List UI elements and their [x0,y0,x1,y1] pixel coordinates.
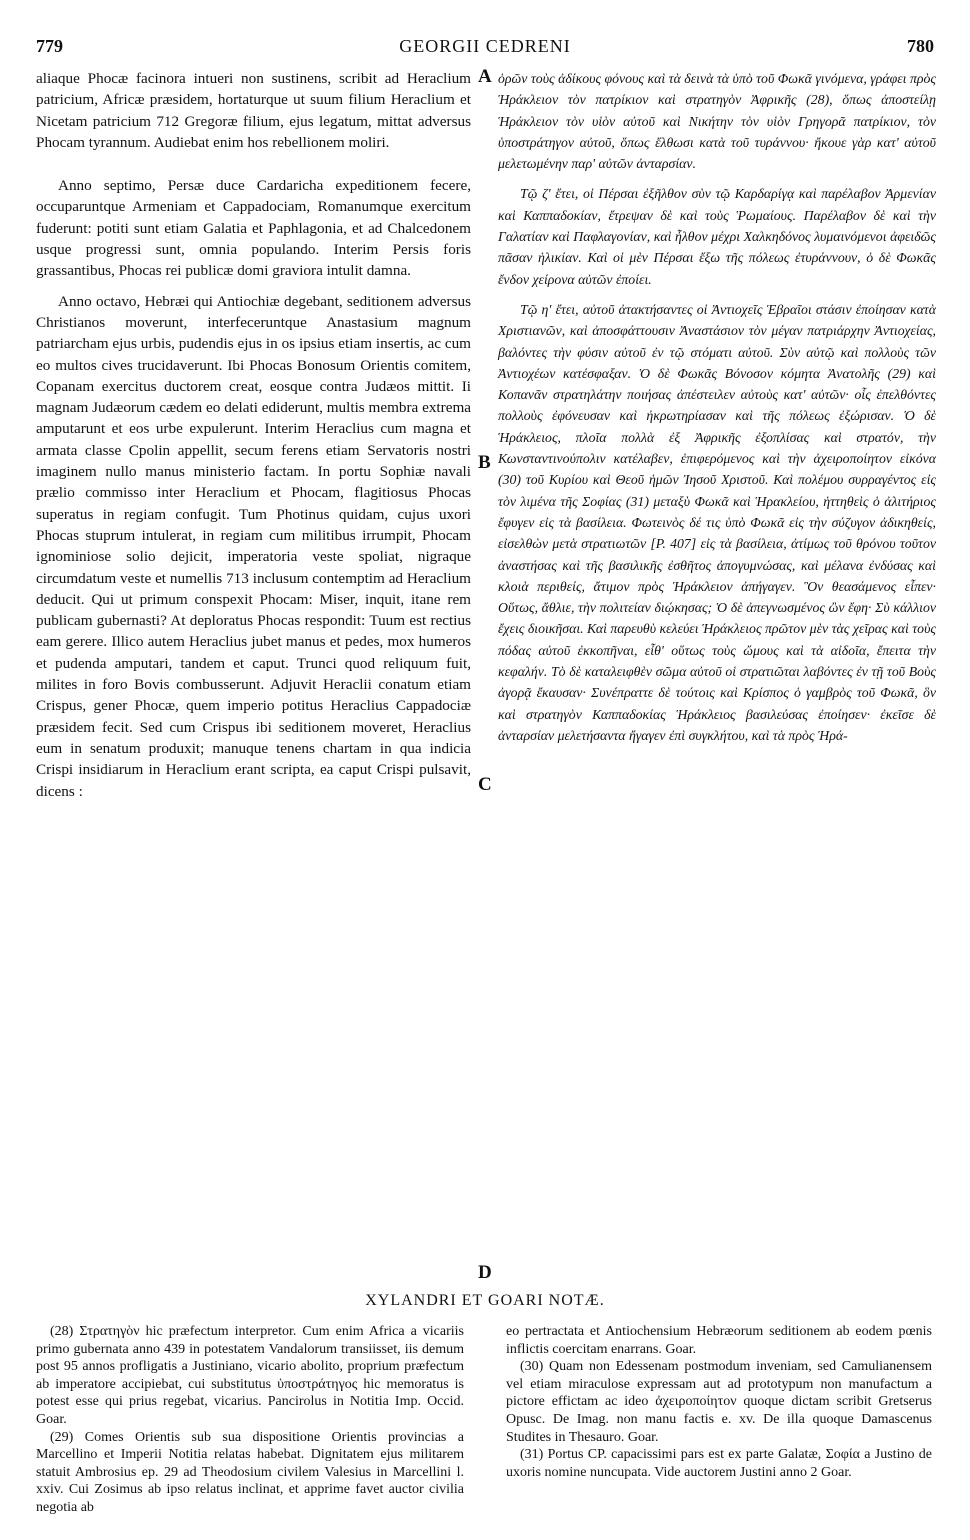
latin-paragraph: Anno septimo, Persæ duce Cardaricha expeditionem fecere, occuparuntque Armeniam et Cappadociam, Romanumque exercitum fuderunt: potiti sunt etiam Galatia et Paphlagonia, et ad Chalcedonem usque progressi sunt, omnia populando. Interim Persis foris grassantibus, Phocas rei publicæ domi graviora intulit damna. [36,177,471,280]
greek-column [498,68,936,746]
greek-paragraph: Τῷ ζ' ἔτει, οἱ Πέρσαι ἐξῆλθον σὺν τῷ Καρδαρίγᾳ καὶ παρέλαβον Ἀρμενίαν καὶ Καππαδοκίαν, ἔτρεψαν δὲ καὶ τοὺς Ῥωμαίους. Παρέλαβον δὲ καὶ τὴν Γαλατίαν καὶ Παφλαγονίαν, καὶ ἦλθον μέχρι Χαλκηδόνος λυμαινόμενοι ἀφειδῶς πᾶσαν ἡλικίαν. Καὶ οἱ μὲν Πέρσαι ἔξω τῆς πόλεως ἐτυράννουν, ὁ δὲ Φωκᾶς ἔνδον χείρονα αὐτῶν ἐποίει. [498,186,936,287]
greek-paragraph: ὁρῶν τοὺς ἀδίκους φόνους καὶ τὰ δεινὰ τὰ ὑπὸ τοῦ Φωκᾶ γινόμενα, γράφει πρὸς Ἡράκλειον τὸν πατρίκιον καὶ στρατηγὸν Ἀφρικῆς (28), ὅπως ἀποστείλῃ Ἡράκλειον τὸν υἱὸν αὐτοῦ καὶ Νικήτην τὸν υἱὸν Γρηγορᾶ πατρίκιον, τὸν ὑποστράτηγον αὐτοῦ, ὅπως ἔλθωσι κατὰ τοῦ τυράννου· ἤκουε γὰρ κατ' αὐτοῦ μελετωμένην παρ' αὐτῶν ἀνταρσίαν. [498,71,936,172]
latin-column [36,68,471,802]
running-header [36,30,934,60]
section-marker-a: A [478,66,492,87]
footnote: eo pertractata et Antiochensium Hebræorum seditionem ab eodem pœnis inflictis coercitam enarrans. Goar. [506,1324,932,1357]
footnote: (29) Comes Orientis sub sua dispositione Orientis provincias a Marcellino et Imperii Notitia relatas habebat. Dignitatem ejus militarem statuit Ambrosius ep. 29 ad Theodosium civilem Valesius in Marcellini l. xxiv. Cui Zosimus ab ipso relatus inclinat, et apprime favet auctor civilia negotia ab [36,1429,464,1515]
section-marker-b: B [478,452,491,473]
notes-heading: XYLANDRI ET GOARI NOTÆ. [365,1292,605,1309]
footnote: (31) Portus CP. capacissimi pars est ex parte Galatæ, Σοφία a Justino de uxoris nomine nuncupata. Vide auctorem Justini anno 2 Goar. [506,1447,932,1480]
footnote: (28) Στρατηγὸν hic præfectum interpretor. Cum enim Africa a vicariis primo gubernata anno 439 in potestatem Vandalorum transiisset, iis demum post 95 annos profligatis a Justiniano, vicario abolito, proprium præfectum ab imperatore accipiebat, cui substitutus ὑποστράτηγος hic memoratus is potest esse qui prius regebat, vicarius. Pancirolus in Notitia Imp. Occid. Goar. [36,1324,464,1427]
notes-right-column [506,1323,932,1481]
page-number-left: 779 [36,36,63,56]
notes-left-column [36,1323,464,1517]
section-marker-d: D [478,1262,492,1283]
section-marker-c: C [478,774,492,795]
footnote: (30) Quam non Edessenam postmodum inveniam, sed Camulianensem vel etiam miraculose expressam aut ad prototypum non manufactum a pictore effictam ac ideo ἀχειροποίητον quoque dictam scribit Gretserus Opusc. De Imag. non manu factis e. xv. De illa quoque Damascenus Studites in Thesauro. Goar. [506,1359,932,1445]
latin-paragraph: aliaque Phocæ facinora intueri non sustinens, scribit ad Heraclium patricium, Africæ præsidem, hortaturque ut suum filium Heraclium et Nicetam patricium 712 Gregoræ filium, ejus legatum, mittat adversus Phocam tyrannum. Audiebat enim hos rebellionem moliri. [36,70,471,151]
page-number-right: 780 [907,36,934,56]
greek-paragraph: Τῷ η' ἔτει, αὐτοῦ ἀτακτήσαντες οἱ Ἀντιοχεῖς Ἑβραῖοι στάσιν ἐποίησαν κατὰ Χριστιανῶν, καὶ ἀποσφάττουσιν Ἀναστάσιον τὸν μέγαν πατριάρχην Ἀντιοχείας, βαλόντες τὴν φύσιν αὐτοῦ ἐν τῷ στόματι αὐτοῦ. Σὺν αὐτῷ καὶ πολλοὺς τῶν Ἀντιοχέων κατέσφαξαν. Ὁ δὲ Φωκᾶς Βόνοσον κόμητα Ἀνατολῆς (29) καὶ Κοπανᾶν στρατηλάτην ποιήσας ἀπέστειλεν αὐτοὺς κατ' αὐτῶν· οἷς ἐπελθόντες πολλοὺς ἐφόνευσαν καὶ ἠκρωτηρίασαν καὶ τῆς πόλεως ἐξώρισαν. Ὁ δὲ Ἡράκλειος, πλοῖα πολλὰ ἐξ Ἀφρικῆς ἐξοπλίσας καὶ στρατόν, τὴν Κωνσταντινούπολιν κατέλαβεν, ἐπιφερόμενος καὶ τὴν ἀχειροποίητον εἰκόνα (30) τοῦ Κυρίου καὶ Θεοῦ ἡμῶν Ἰησοῦ Χριστοῦ. Καὶ πολέμου συρραγέντος εἰς τὸν λιμένα τῆς Σοφίας (31) μεταξὺ Φωκᾶ καὶ Ἡρακλείου, ἡττηθεὶς ὁ ἀλιτήριος ἔφυγεν εἰς τὰ βασίλεια. Φωτεινὸς δέ τις ὑπὸ Φωκᾶ εἰς τὴν σύζυγον ἀδικηθείς, εἰσελθὼν μετὰ στρατιωτῶν [P. 407] εἰς τὰ βασίλεια, ἀτίμως τοῦ θρόνου τοῦτον ἀναστήσας καὶ τῆς βασιλικῆς ἐσθῆτος ἀπογυμνώσας, καὶ μέλανα ἐνδύσας καὶ κλοιὰ περιθείς, ἄτιμον πρὸς Ἡράκλειον ἀπήγαγεν. Ὃν θεασάμενος εἶπεν· Οὕτως, ἄθλιε, τὴν πολιτείαν διῴκησας; Ὁ δὲ ἀπεγνωσμένος ὢν ἔφη· Σὺ κάλλιον ἔχεις διοικῆσαι. Καὶ παρευθὺ κελεύει Ἡράκλειος πρῶτον μὲν τὰς χεῖρας καὶ τοὺς πόδας αὐτοῦ ἐκκοπῆναι, εἶθ' οὕτως τοὺς ὤμους καὶ τὰ αἰδοῖα, ἔπειτα τὴν κεφαλήν. Τὸ δὲ καταλειφθὲν σῶμα αὐτοῦ οἱ στρατιῶται λαβόντες ἐν τῇ τοῦ Βοὺς ἀγορᾷ ἔκαυσαν· Συνέπραττε δὲ τούτοις καὶ Κρίσπος ὁ γαμβρὸς τοῦ Φωκᾶ, ὃν καὶ στρατηγὸν Καππαδοκίας Ἡράκλειος βασιλεύσας ἐποίησεν· ἐκεῖσε δὲ ἀνταρσίαν μελετήσαντα ἤγαγεν ἐπὶ συγκλήτου, καὶ τὰ πρὸς Ἡρά- [498,301,937,743]
running-title: GEORGII CEDRENI [399,36,571,56]
latin-paragraph: Anno octavo, Hebræi qui Antiochiæ degebant, seditionem adversus Christianos moverunt, interfeceruntque Anastasium magnum patriarcham ejus urbis, pudendis ejus in os ipsius etiam insertis, ac cum eo multos cives trucidaverunt. Ibi Phocas Bonosum Orientis comitem, Copanam exercitus ductorem creat, eosque contra Judæos mittit. Ii magnam Judæorum cædem eo delati ediderunt, multis membra extrema amputarunt et eos urbe expulerunt. Interim Heraclius cum magna et armata classe Cpolin appellit, secum ferens etiam Servatoris nostri imaginem nullo manus ministerio factam. In portu Sophiæ navali prælio commisso inter Heraclium et Phocam, flagitiosus Phocas superatus in regiam confugit. Tum Photinus quidam, cujus uxori Phocas stuprum intulerat, in regiam cum militibus irrumpit, Phocam ignominiose solio dejicit, imperatoria veste spoliat, nigraque circumdatum veste et numellis 713 inclusum contemptim ad Heraclium deducit. Qui ut primum conspexit Phocam: Miser, inquit, itane rem publicam gubernasti? At deploratus Phocas respondit: Tuum est rectius eam gerere. Illico autem Heraclius jubet manus et pedes, mox humeros et pudenda amputari, tandem et caput. Trunci quod reliquum fuit, milites in foro Bovis combusserunt. Adjuvit Heraclii conatum etiam Crispus, gener Phocæ, quem imperio potitus Heraclius Cappadociæ præsidem fecit. Sed cum Crispus ibi seditionem moveret, Heraclius eum in senatum produxit; manuque tenens chartam in qua indicia Crispi insidiarum in Heraclium erant scripta, ea caput Crispi pulsavit, dicens : [36,292,471,800]
